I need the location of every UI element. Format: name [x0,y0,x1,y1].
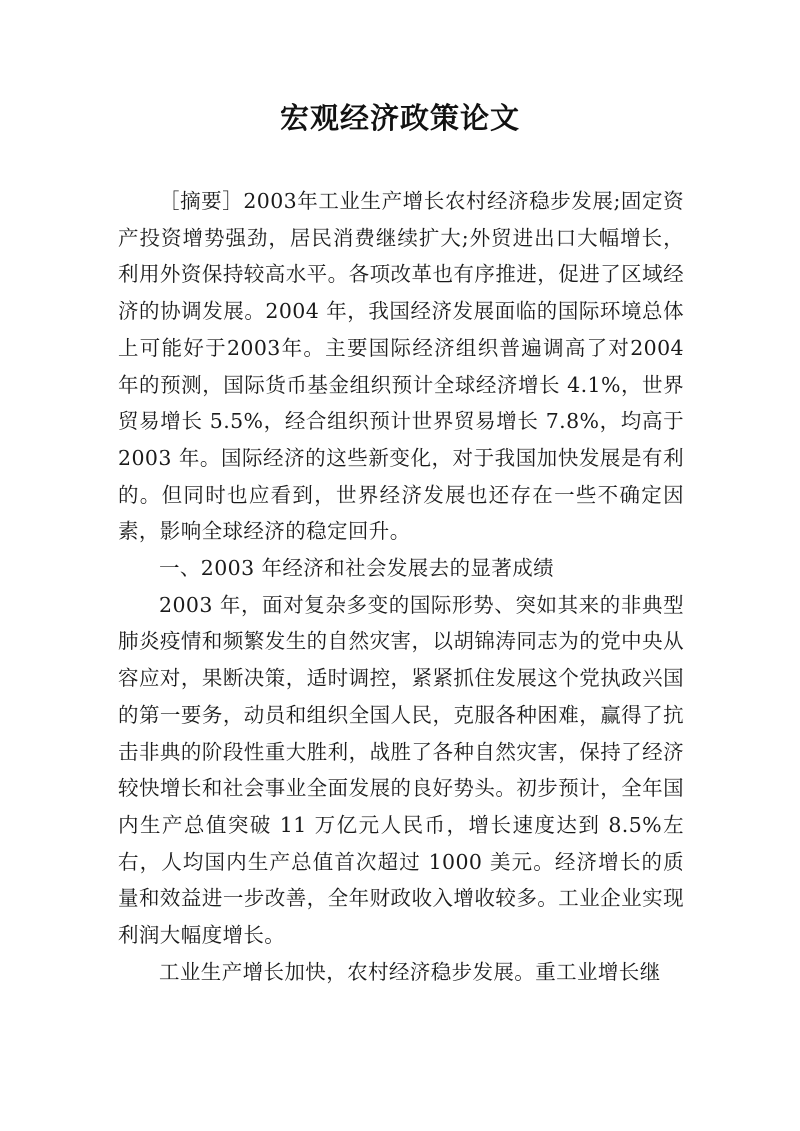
document-body [118,183,684,990]
body-paragraph: 2003 年，面对复杂多变的国际形势、突如其来的非典型肺炎疫情和频繁发生的自然灾害，以胡锦涛同志为的党中央从容应对，果断决策，适时调控，紧紧抓住发展这个党执政兴国的第一要务，动员和组织全国人民，克服各种困难，赢得了抗击非典的阶段性重大胜利，战胜了各种自然灾害，保持了经济较快增长和社会事业全面发展的良好势头。初步预计，全年国内生产总值突破 11 万亿元人民币，增长速度达到 8.5%左右，人均国内生产总值首次超过 1000 美元。经济增长的质量和效益进一步改善，全年财政收入增收较多。工业企业实现利润大幅度增长。 [118,592,684,948]
section-heading: 一、2003 年经济和社会发展去的显著成绩 [159,556,555,581]
body-paragraph: 工业生产增长加快，农村经济稳步发展。重工业增长继 [159,959,661,984]
page-title: 宏观经济政策论文 [279,101,520,135]
abstract-paragraph: ［摘要］2003年工业生产增长农村经济稳步发展;固定资产投资增势强劲，居民消费继续扩大;外贸进出口大幅增长，利用外资保持较高水平。各项改革也有序推进，促进了区域经济的协调发展。2004 年，我国经济发展面临的国际环境总体上可能好于2003年。主要国际经济组织普遍调高了对2004年的预测，国际货币基金组织预计全球经济增长 4.1%，世界贸易增长 5.5%，经合组织预计世界贸易增长 7.8%，均高于2003 年。国际经济的这些新变化，对于我国加快发展是有利的。但同时也应看到，世界经济发展也还存在一些不确定因素，影响全球经济的稳定回升。 [118,189,684,544]
